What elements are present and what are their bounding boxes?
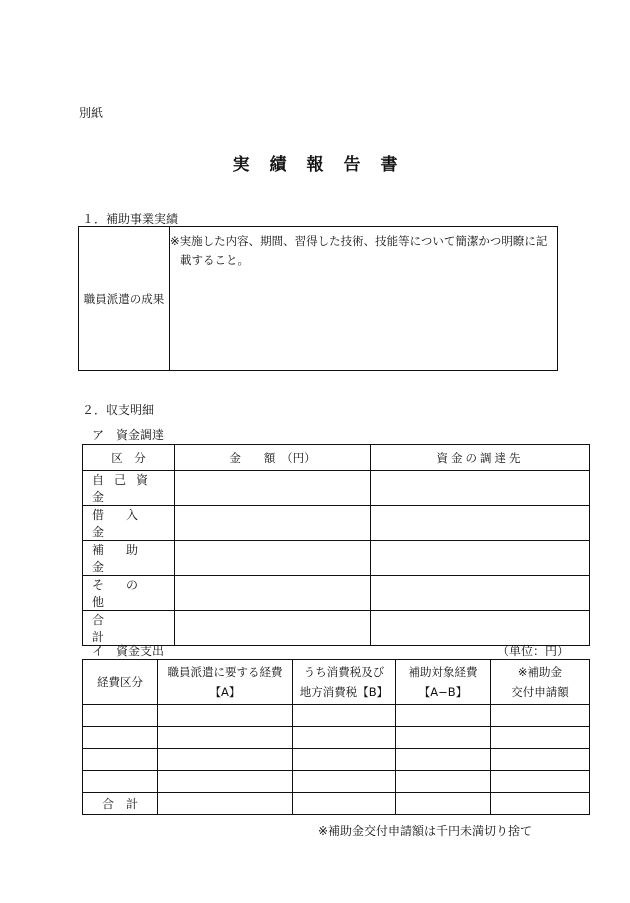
funding-table — [82, 444, 590, 646]
funding-heading: ア 資金調達 — [92, 428, 165, 442]
expenditure-cell[interactable] — [83, 771, 158, 793]
expenditure-cell[interactable] — [293, 771, 396, 793]
funding-source-cell[interactable] — [371, 576, 590, 611]
expenditure-cell[interactable] — [491, 749, 590, 771]
expenditure-cell[interactable] — [396, 793, 491, 815]
expenditure-cell[interactable] — [396, 705, 491, 727]
funding-amount-cell[interactable] — [175, 611, 371, 646]
expenditure-col-category-label: 経費区分 — [97, 675, 143, 689]
expenditure-cell[interactable] — [293, 727, 396, 749]
table-row — [83, 506, 590, 541]
expenditure-col-grant-line2: 交付申請額 — [511, 685, 569, 699]
page-title: 実績報告書 — [232, 155, 418, 175]
funding-row-label: 自己資金 — [83, 471, 175, 506]
funding-amount-cell[interactable] — [175, 471, 371, 506]
expenditure-cell[interactable] — [293, 749, 396, 771]
expenditure-col-grant-line1: ※補助金 — [517, 665, 563, 679]
table-row — [83, 771, 590, 793]
expenditure-cell[interactable] — [158, 705, 293, 727]
expenditure-heading: イ 資金支出 — [92, 644, 165, 658]
expenditure-col-eligible-line1: 補助対象経費 — [408, 665, 478, 679]
expenditure-col-grant — [491, 660, 590, 705]
expenditure-cell[interactable] — [396, 771, 491, 793]
funding-col-amount: 金 額 （円） — [175, 445, 371, 471]
funding-amount-cell[interactable] — [175, 506, 371, 541]
funding-amount-cell[interactable] — [175, 541, 371, 576]
funding-header-row — [83, 445, 590, 471]
results-row-label: 職員派遣の成果 — [79, 227, 170, 371]
expenditure-col-tax — [293, 660, 396, 705]
results-cell[interactable] — [170, 227, 558, 371]
expenditure-cell[interactable] — [293, 793, 396, 815]
expenditure-header-row — [83, 660, 590, 705]
funding-row-label: 補助金 — [83, 541, 175, 576]
table-row — [83, 727, 590, 749]
table-row — [83, 705, 590, 727]
expenditure-col-total-line2: 【A】 — [209, 685, 241, 699]
expenditure-cell[interactable] — [83, 705, 158, 727]
funding-source-cell[interactable] — [371, 471, 590, 506]
expenditure-col-eligible-line2: 【A−B】 — [418, 685, 468, 699]
expenditure-cell[interactable] — [158, 727, 293, 749]
expenditure-total-label: 合計 — [83, 793, 158, 815]
expenditure-cell[interactable] — [158, 749, 293, 771]
expenditure-col-total-line1: 職員派遣に要する経費 — [167, 665, 283, 679]
funding-source-cell[interactable] — [371, 611, 590, 646]
table-row — [83, 749, 590, 771]
attachment-label: 別紙 — [79, 106, 104, 120]
expenditure-col-category — [83, 660, 158, 705]
table-row — [83, 576, 590, 611]
footnote: ※補助金交付申請額は千円未満切り捨て — [318, 824, 533, 838]
expenditure-cell[interactable] — [491, 727, 590, 749]
expenditure-cell[interactable] — [491, 771, 590, 793]
expenditure-cell[interactable] — [491, 705, 590, 727]
funding-source-cell[interactable] — [371, 506, 590, 541]
results-table — [78, 226, 558, 371]
results-note-line2: 載すること。 — [180, 253, 249, 267]
expenditure-cell[interactable] — [293, 705, 396, 727]
funding-row-label: その他 — [83, 576, 175, 611]
expenditure-cell[interactable] — [158, 771, 293, 793]
table-row — [83, 611, 590, 646]
funding-row-label: 借入金 — [83, 506, 175, 541]
funding-amount-cell[interactable] — [175, 576, 371, 611]
expenditure-cell[interactable] — [83, 749, 158, 771]
section2-heading: ２．収支明細 — [82, 403, 155, 417]
expenditure-col-eligible — [396, 660, 491, 705]
expenditure-cell[interactable] — [396, 749, 491, 771]
table-row — [83, 471, 590, 506]
expenditure-col-tax-line1: うち消費税及び — [303, 665, 385, 679]
expenditure-table — [82, 659, 590, 815]
expenditure-cell[interactable] — [396, 727, 491, 749]
funding-row-label: 合計 — [83, 611, 175, 646]
funding-col-source: 資金の調達先 — [371, 445, 590, 471]
unit-label: （単位：円） — [497, 644, 570, 658]
expenditure-cell[interactable] — [83, 727, 158, 749]
expenditure-col-total — [158, 660, 293, 705]
funding-col-category: 区 分 — [83, 445, 175, 471]
funding-source-cell[interactable] — [371, 541, 590, 576]
expenditure-cell[interactable] — [491, 793, 590, 815]
expenditure-col-tax-line2: 地方消費税【B】 — [299, 685, 389, 699]
table-row — [83, 541, 590, 576]
section1-heading: １．補助事業実績 — [82, 212, 179, 226]
expenditure-total-row — [83, 793, 590, 815]
results-note-line1: ※実施した内容、期間、習得した技術、技能等について簡潔かつ明瞭に記 — [170, 234, 548, 248]
expenditure-cell[interactable] — [158, 793, 293, 815]
